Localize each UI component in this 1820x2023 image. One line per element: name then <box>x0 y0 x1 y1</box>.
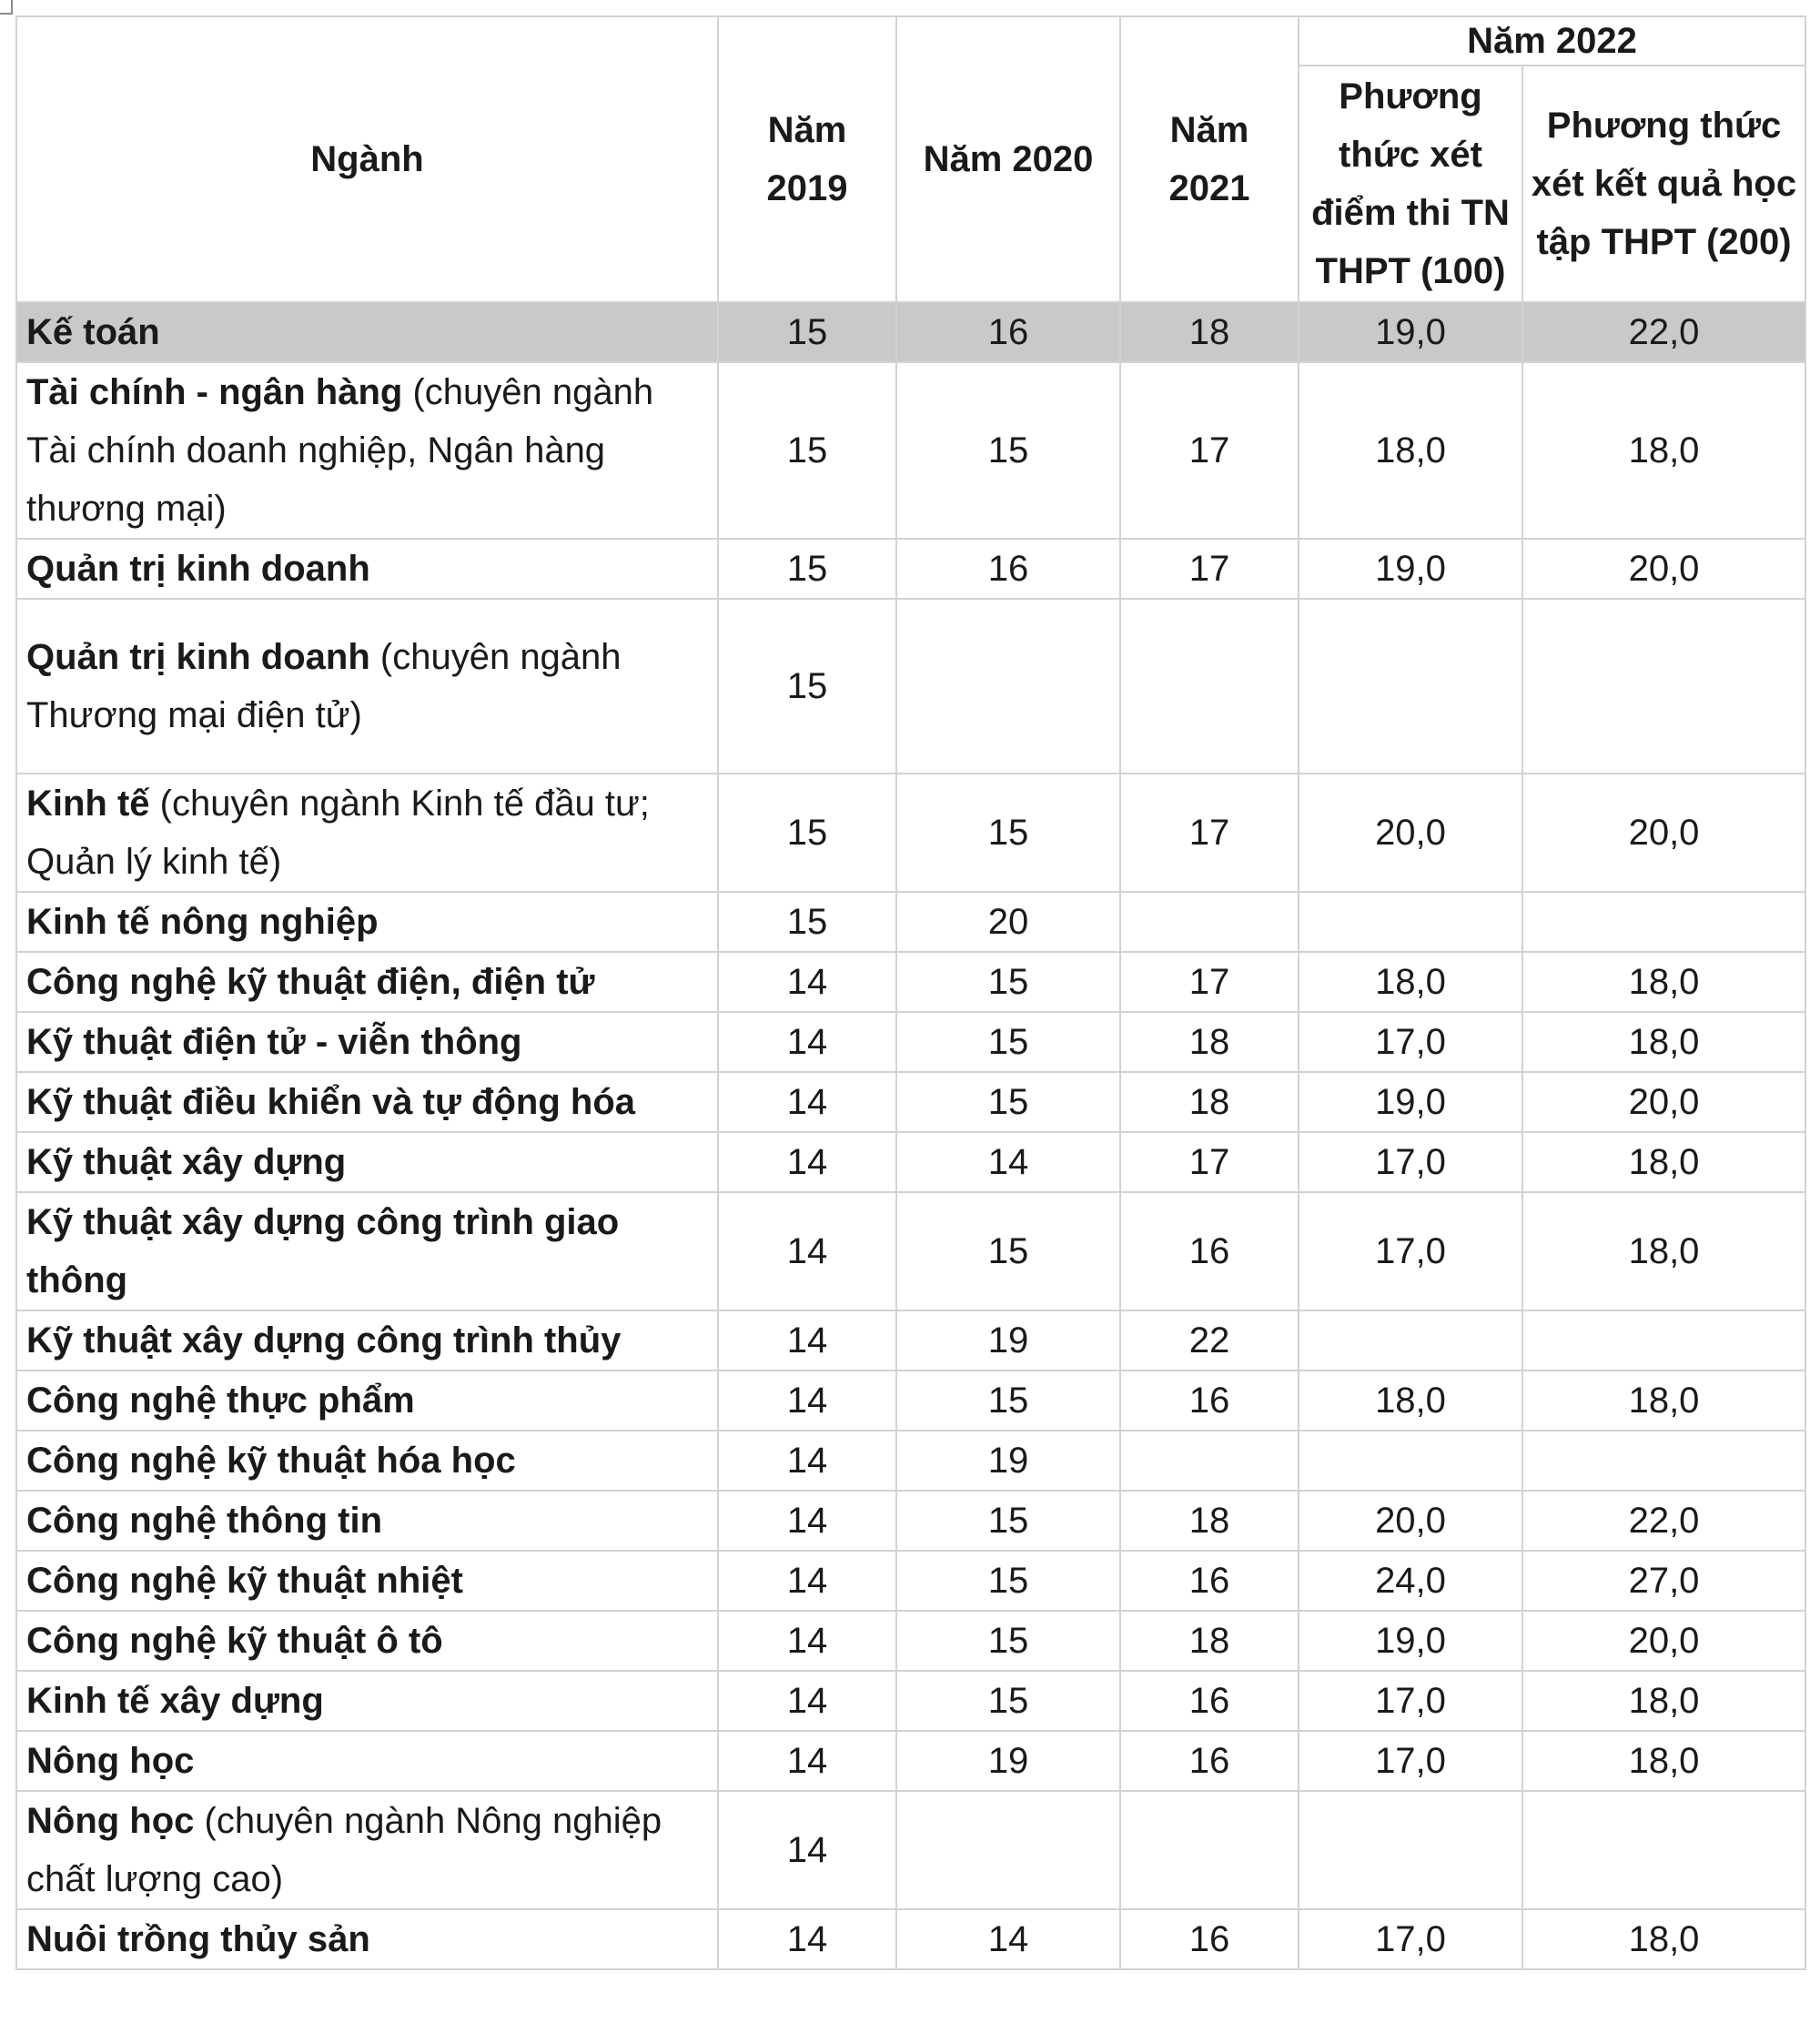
score-2019: 14 <box>718 1731 896 1791</box>
score-2022-method-100: 17,0 <box>1299 1192 1522 1310</box>
corner-mark <box>0 0 13 15</box>
score-2022-method-100 <box>1299 599 1522 774</box>
major-name-cell <box>16 1909 718 1969</box>
major-name-cell <box>16 1551 718 1611</box>
major-name: Công nghệ thông tin <box>26 1501 382 1541</box>
score-2022-method-100: 24,0 <box>1299 1551 1522 1611</box>
score-2020: 19 <box>896 1310 1120 1371</box>
major-name-cell <box>16 1791 718 1909</box>
score-2021: 18 <box>1120 1072 1299 1132</box>
score-2019: 14 <box>718 1310 896 1371</box>
header-2019: Năm 2019 <box>718 16 896 302</box>
score-2022-method-200: 20,0 <box>1522 1072 1805 1132</box>
score-2021: 16 <box>1120 1909 1299 1969</box>
score-2022-method-100: 19,0 <box>1299 1072 1522 1132</box>
score-2021: 17 <box>1120 774 1299 892</box>
major-name-cell <box>16 1731 718 1791</box>
score-2022-method-200: 18,0 <box>1522 952 1805 1012</box>
score-2022-method-200: 18,0 <box>1522 1371 1805 1431</box>
major-name: Kế toán <box>26 312 160 352</box>
score-2019: 14 <box>718 1909 896 1969</box>
score-2019: 14 <box>718 1132 896 1192</box>
major-name: Nông học <box>26 1801 195 1841</box>
major-name: Kinh tế nông nghiệp <box>26 902 379 942</box>
major-name: Công nghệ kỹ thuật ô tô <box>26 1621 443 1661</box>
score-2022-method-200: 20,0 <box>1522 539 1805 599</box>
score-2019: 14 <box>718 1192 896 1310</box>
score-2021: 18 <box>1120 302 1299 362</box>
major-name: Kinh tế xây dựng <box>26 1681 324 1721</box>
major-name-cell <box>16 1431 718 1491</box>
table-row <box>16 1132 1805 1192</box>
table-row <box>16 302 1805 362</box>
score-2022-method-200: 18,0 <box>1522 1909 1805 1969</box>
score-2020: 15 <box>896 362 1120 539</box>
score-2022-method-100: 17,0 <box>1299 1012 1522 1072</box>
score-2019: 15 <box>718 774 896 892</box>
score-2022-method-100: 17,0 <box>1299 1132 1522 1192</box>
score-2021: 16 <box>1120 1671 1299 1731</box>
score-2022-method-100: 17,0 <box>1299 1731 1522 1791</box>
score-2020: 19 <box>896 1431 1120 1491</box>
score-2020: 15 <box>896 1072 1120 1132</box>
score-2022-method-100 <box>1299 1791 1522 1909</box>
score-2022-method-100: 17,0 <box>1299 1671 1522 1731</box>
score-2019: 14 <box>718 1611 896 1671</box>
score-2021: 17 <box>1120 1132 1299 1192</box>
table-row <box>16 774 1805 892</box>
major-name-cell <box>16 892 718 952</box>
major-name: Nông học <box>26 1741 195 1781</box>
table-row <box>16 1791 1805 1909</box>
score-2022-method-200: 20,0 <box>1522 1611 1805 1671</box>
score-2022-method-100: 18,0 <box>1299 952 1522 1012</box>
score-2021 <box>1120 1791 1299 1909</box>
table-row <box>16 599 1805 774</box>
major-name-cell <box>16 302 718 362</box>
score-2019: 14 <box>718 1551 896 1611</box>
score-2020: 14 <box>896 1909 1120 1969</box>
major-name: Kỹ thuật xây dựng công trình giao thông <box>26 1202 620 1300</box>
score-2019: 14 <box>718 1671 896 1731</box>
score-2022-method-200: 22,0 <box>1522 302 1805 362</box>
score-2021: 18 <box>1120 1611 1299 1671</box>
header-2022: Năm 2022 <box>1299 16 1805 66</box>
major-name: Công nghệ thực phẩm <box>26 1381 415 1421</box>
score-2022-method-100: 20,0 <box>1299 1491 1522 1551</box>
score-2019: 14 <box>718 1791 896 1909</box>
major-name: Kinh tế <box>26 784 150 824</box>
score-2022-method-100 <box>1299 1310 1522 1371</box>
header-2020: Năm 2020 <box>896 16 1120 302</box>
score-2022-method-200 <box>1522 1791 1805 1909</box>
major-name: Công nghệ kỹ thuật điện, điện tử <box>26 962 595 1002</box>
header-method-200: Phương thức xét kết quả học tập THPT (200) <box>1522 66 1805 302</box>
score-2022-method-100: 20,0 <box>1299 774 1522 892</box>
score-2019: 14 <box>718 1072 896 1132</box>
score-2022-method-200: 20,0 <box>1522 774 1805 892</box>
score-2021: 17 <box>1120 952 1299 1012</box>
major-name-cell <box>16 1192 718 1310</box>
score-2022-method-200: 18,0 <box>1522 362 1805 539</box>
admission-score-table <box>15 15 1806 1970</box>
score-2021: 18 <box>1120 1012 1299 1072</box>
score-2020: 14 <box>896 1132 1120 1192</box>
table-row <box>16 1072 1805 1132</box>
score-2019: 14 <box>718 952 896 1012</box>
major-name-cell <box>16 1012 718 1072</box>
major-name-cell <box>16 539 718 599</box>
major-name-cell <box>16 1611 718 1671</box>
score-2021: 17 <box>1120 539 1299 599</box>
header-method-100: Phương thức xét điểm thi TN THPT (100) <box>1299 66 1522 302</box>
major-name-cell <box>16 599 718 774</box>
table-row <box>16 952 1805 1012</box>
major-name-cell <box>16 774 718 892</box>
score-2019: 15 <box>718 599 896 774</box>
major-name-cell <box>16 1132 718 1192</box>
table-row <box>16 1431 1805 1491</box>
major-name-cell <box>16 1371 718 1431</box>
score-2021: 16 <box>1120 1192 1299 1310</box>
major-name-cell <box>16 1310 718 1371</box>
major-name-cell <box>16 952 718 1012</box>
score-2022-method-200 <box>1522 599 1805 774</box>
score-2020 <box>896 1791 1120 1909</box>
score-2022-method-200: 27,0 <box>1522 1551 1805 1611</box>
score-2022-method-100: 19,0 <box>1299 539 1522 599</box>
score-2022-method-200: 18,0 <box>1522 1012 1805 1072</box>
score-2021: 17 <box>1120 362 1299 539</box>
major-note: (chuyên ngành Nông nghiệp chất lượng cao) <box>26 1801 662 1899</box>
table-header <box>16 16 1805 302</box>
score-2022-method-200: 18,0 <box>1522 1671 1805 1731</box>
score-2022-method-200: 22,0 <box>1522 1491 1805 1551</box>
score-2022-method-200 <box>1522 892 1805 952</box>
score-2020: 15 <box>896 952 1120 1012</box>
major-name: Kỹ thuật xây dựng <box>26 1142 347 1182</box>
header-2021: Năm 2021 <box>1120 16 1299 302</box>
major-note: (chuyên ngành Kinh tế đầu tư; Quản lý kinh tế) <box>26 784 650 882</box>
score-2020: 16 <box>896 539 1120 599</box>
major-name-cell <box>16 362 718 539</box>
table-row <box>16 1611 1805 1671</box>
score-2021 <box>1120 1431 1299 1491</box>
score-2020: 15 <box>896 1012 1120 1072</box>
score-2022-method-200: 18,0 <box>1522 1731 1805 1791</box>
score-2021 <box>1120 599 1299 774</box>
score-2022-method-200 <box>1522 1431 1805 1491</box>
table-row <box>16 1671 1805 1731</box>
score-2020: 15 <box>896 1611 1120 1671</box>
major-note: (chuyên ngành Thương mại điện tử) <box>26 637 622 735</box>
score-2021: 22 <box>1120 1310 1299 1371</box>
score-2022-method-100: 18,0 <box>1299 1371 1522 1431</box>
score-2022-method-100 <box>1299 1431 1522 1491</box>
score-2019: 14 <box>718 1371 896 1431</box>
score-2020: 19 <box>896 1731 1120 1791</box>
major-name: Tài chính - ngân hàng <box>26 372 403 412</box>
score-2020 <box>896 599 1120 774</box>
score-2022-method-100 <box>1299 892 1522 952</box>
major-note: (chuyên ngành Tài chính doanh nghiệp, Ngân hàng thương mại) <box>26 372 654 529</box>
header-nganh: Ngành <box>16 16 718 302</box>
score-2021: 16 <box>1120 1371 1299 1431</box>
score-2019: 15 <box>718 362 896 539</box>
score-2022-method-100: 19,0 <box>1299 1611 1522 1671</box>
score-2020: 15 <box>896 1192 1120 1310</box>
table-row <box>16 1371 1805 1431</box>
table-row <box>16 362 1805 539</box>
major-name: Quản trị kinh doanh <box>26 549 370 589</box>
score-2022-method-100: 19,0 <box>1299 302 1522 362</box>
score-2021 <box>1120 892 1299 952</box>
major-name: Công nghệ kỹ thuật hóa học <box>26 1441 516 1481</box>
score-2021: 16 <box>1120 1551 1299 1611</box>
table-body <box>16 302 1805 1969</box>
score-2020: 15 <box>896 1671 1120 1731</box>
score-2019: 15 <box>718 892 896 952</box>
score-2021: 18 <box>1120 1491 1299 1551</box>
table-row <box>16 1192 1805 1310</box>
table-row <box>16 1551 1805 1611</box>
score-2019: 14 <box>718 1012 896 1072</box>
major-name: Nuôi trồng thủy sản <box>26 1919 370 1959</box>
score-2022-method-100: 17,0 <box>1299 1909 1522 1969</box>
score-2020: 15 <box>896 774 1120 892</box>
score-2019: 15 <box>718 539 896 599</box>
score-2019: 15 <box>718 302 896 362</box>
score-2022-method-200: 18,0 <box>1522 1132 1805 1192</box>
table-row <box>16 1731 1805 1791</box>
table-row <box>16 892 1805 952</box>
score-2020: 15 <box>896 1371 1120 1431</box>
score-2020: 16 <box>896 302 1120 362</box>
major-name: Công nghệ kỹ thuật nhiệt <box>26 1561 463 1601</box>
score-2020: 15 <box>896 1491 1120 1551</box>
score-2020: 20 <box>896 892 1120 952</box>
table-row <box>16 1012 1805 1072</box>
score-table-container <box>15 15 1805 1970</box>
table-row <box>16 539 1805 599</box>
major-name-cell <box>16 1491 718 1551</box>
score-2020: 15 <box>896 1551 1120 1611</box>
score-2022-method-100: 18,0 <box>1299 362 1522 539</box>
table-row <box>16 1310 1805 1371</box>
table-row <box>16 1909 1805 1969</box>
major-name: Kỹ thuật xây dựng công trình thủy <box>26 1320 622 1360</box>
major-name-cell <box>16 1072 718 1132</box>
score-2021: 16 <box>1120 1731 1299 1791</box>
major-name: Kỹ thuật điện tử - viễn thông <box>26 1022 522 1062</box>
score-2019: 14 <box>718 1431 896 1491</box>
major-name-cell <box>16 1671 718 1731</box>
table-row <box>16 1491 1805 1551</box>
score-2019: 14 <box>718 1491 896 1551</box>
major-name: Kỹ thuật điều khiển và tự động hóa <box>26 1082 636 1122</box>
score-2022-method-200 <box>1522 1310 1805 1371</box>
score-2022-method-200: 18,0 <box>1522 1192 1805 1310</box>
major-name: Quản trị kinh doanh <box>26 637 370 677</box>
